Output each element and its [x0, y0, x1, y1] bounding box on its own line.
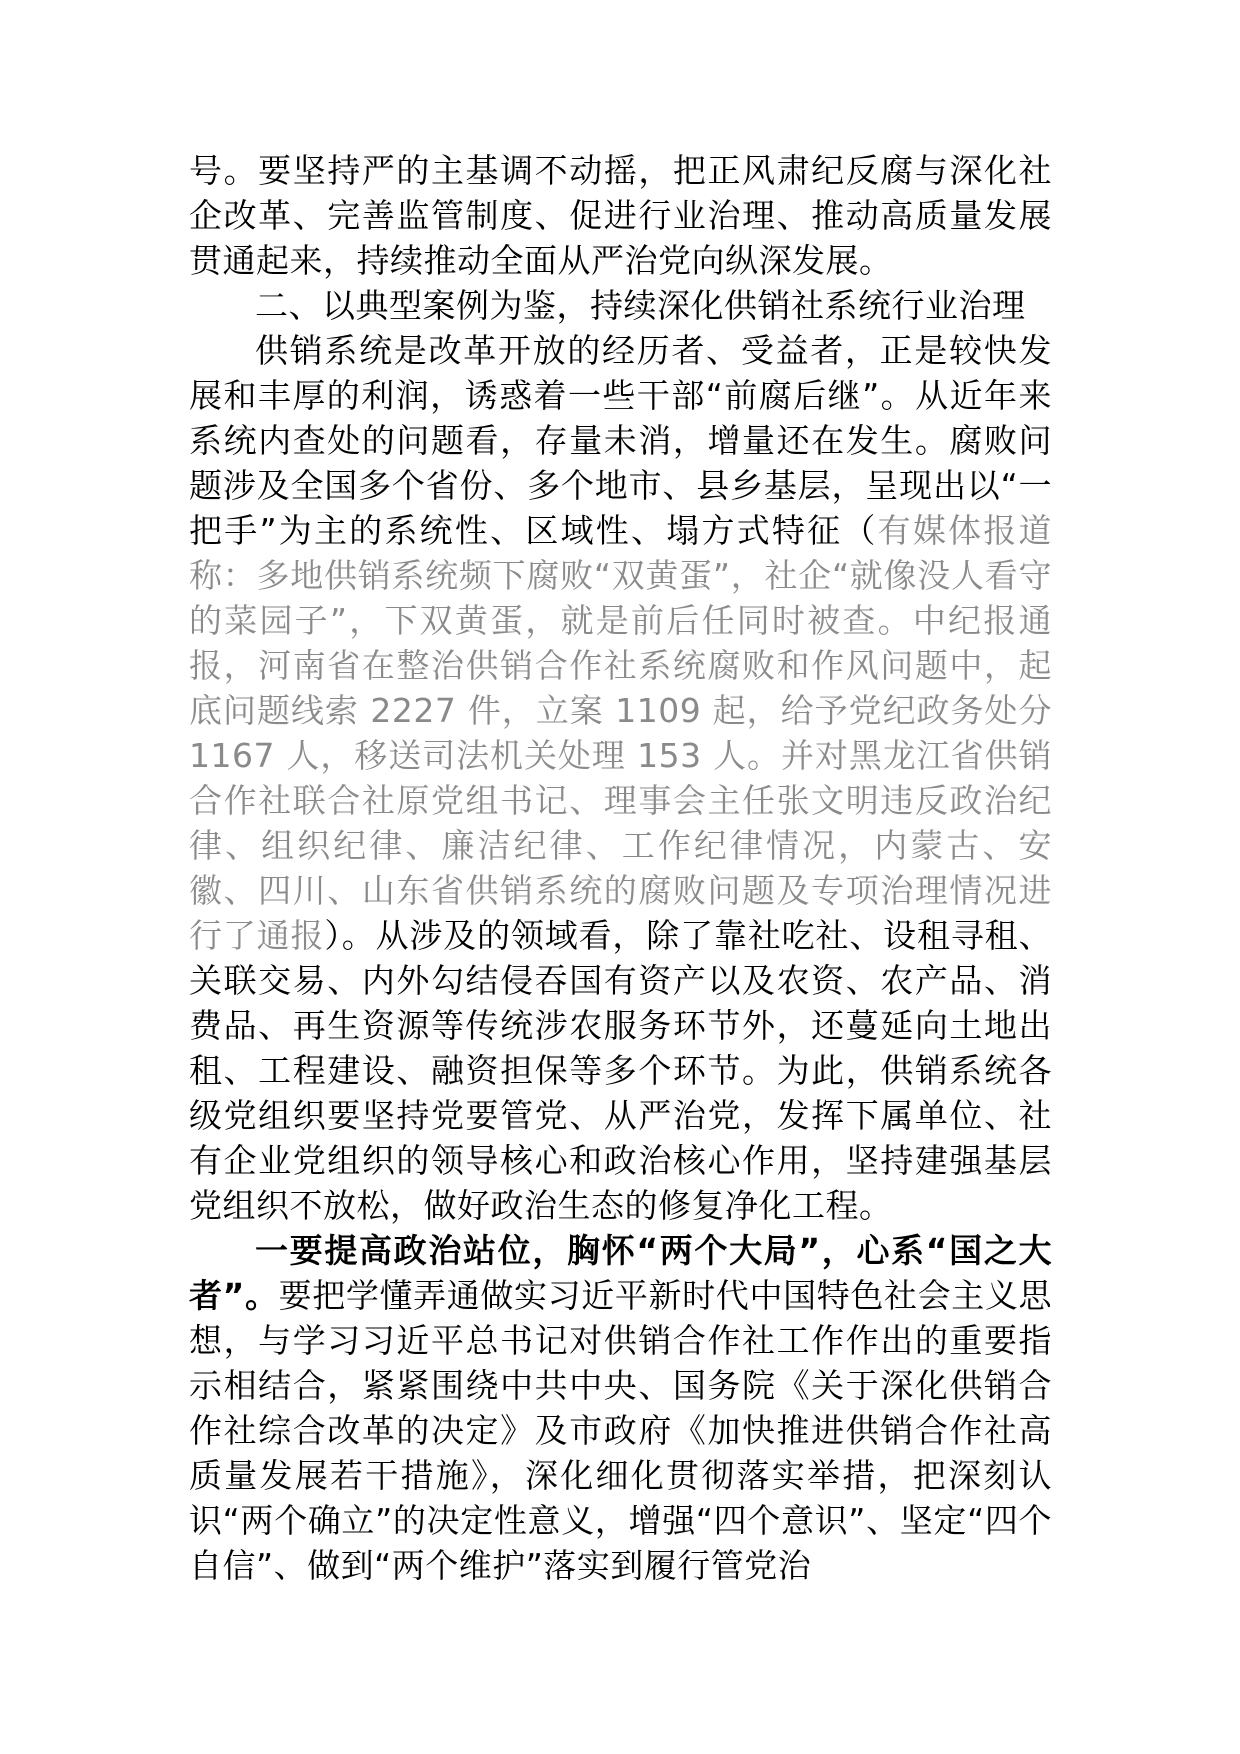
paragraph-2-media-report: 有媒体报道称：多地供销系统频下腐败“双黄蛋”，社企“就像没人看守的菜园子”，下双黄蛋，就是前后任同时被查。中纪报通报，河南省在整治供销合作社系统腐败和作风问题中，起底问题线索 2227 件，立案 1109 起，给予党纪政务处分 1167 人，移送司法机关处理 153 人。并对黑龙江省供销合作社联合社原党组书记、理事会主任张文明违反政治纪律、组织纪律、廉洁纪律、工作纪律情况，内蒙古、安徽、四川、山东省供销系统的腐败问题及专项治理情况进行了通报	[189, 511, 1052, 955]
paragraph-3-bold-lead: 一要提高政治站位，胸怀“两个大局”，心系“国之大者”。	[189, 1231, 1052, 1315]
paragraph-1: 号。要坚持严的主基调不动摇，把正风肃纪反腐与深化社企改革、完善监管制度、促进行业治理、推动高质量发展贯通起来，持续推动全面从严治党向纵深发展。	[189, 151, 1052, 280]
paragraph-2-lead: 供销系统是改革开放的经历者、受益者，正是较快发展和丰厚的利润，诱惑着一些干部“前腐后继”。从近年来系统内查处的问题看，存量未消，增量还在发生。腐败问题涉及全国多个省份、多个地市、县乡基层，呈现出以“一把手”为主的系统性、区域性、塌方式特征（	[189, 331, 1052, 550]
section-heading-2: 二、以典型案例为鉴，持续深化供销社系统行业治理	[255, 286, 1026, 325]
paragraph-3-rest: 要把学懂弄通做实习近平新时代中国特色社会主义思想，与学习习近平总书记对供销合作社工作作出的重要指示相结合，紧紧围绕中共中央、国务院《关于深化供销合作社综合改革的决定》及市政府《加快推进供销合作社高质量发展若干措施》，深化细化贯彻落实举措，把深刻认识“两个确立”的决定性意义，增强“四个意识”、坚定“四个自信”、做到“两个维护”落实到履行管党治	[189, 1276, 1052, 1585]
document-page	[189, 148, 1052, 1588]
paragraph-2-tail: ）。从涉及的领域看，除了靠社吃社、设租寻租、关联交易、内外勾结侵吞国有资产以及农资、农产品、消费品、再生资源等传统涉农服务环节外，还蔓延向土地出租、工程建设、融资担保等多个环节。为此，供销系统各级党组织要坚持党要管党、从严治党，发挥下属单位、社有企业党组织的领导核心和政治核心作用，坚持建强基层党组织不放松，做好政治生态的修复净化工程。	[189, 916, 1053, 1225]
paragraph-3	[189, 1228, 1052, 1588]
paragraph-2	[189, 328, 1052, 1228]
